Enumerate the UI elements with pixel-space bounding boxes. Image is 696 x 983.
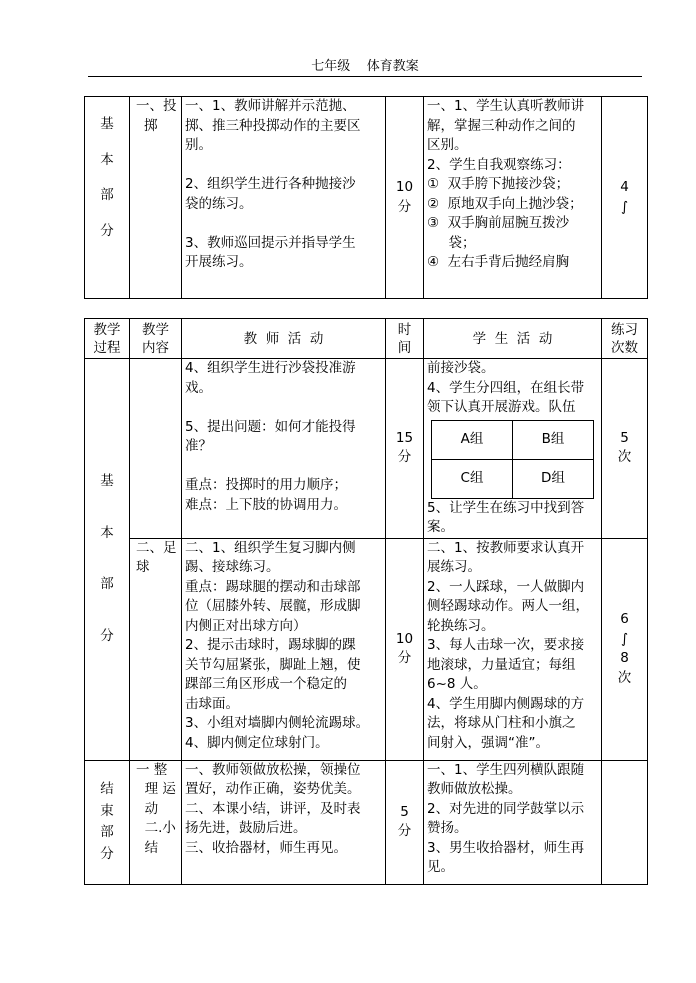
t2-row2-content-line: 球	[136, 559, 150, 575]
t2-row2-student-line: 轮换练习。	[427, 617, 495, 634]
header-time	[386, 319, 424, 359]
t2-row1-teacher-line	[185, 398, 385, 418]
t2-row2-teacher-line: 内侧正对出球方向）	[185, 617, 307, 634]
t1-count-line: ∫	[620, 198, 629, 215]
t2-row1-count-cell	[602, 359, 648, 539]
t2-row2-count-line: 6	[620, 611, 629, 627]
t2-row3-student-line: 赞扬。	[427, 820, 468, 836]
t2-row2-content-cell	[130, 538, 182, 760]
t2-row3-student-line: 2、对先进的同学鼓掌以示	[427, 800, 585, 817]
t1-section-cell	[85, 97, 130, 299]
group-cell-a: A组	[432, 420, 513, 459]
t2-row1-content-cell	[130, 359, 182, 539]
t2-row3-teacher-line: 置好，动作正确，姿势优美。	[185, 781, 361, 797]
t1-count-line: 4	[620, 179, 629, 195]
t2-end-char: 分	[100, 845, 114, 862]
t1-student-cell	[424, 97, 602, 299]
header-time-line: 时	[397, 321, 412, 338]
t2-row3-student-line: 见。	[427, 859, 454, 875]
t1-teacher-line: 别。	[185, 137, 212, 153]
group-grid	[431, 420, 594, 499]
t1-content-line: 掷	[144, 117, 158, 134]
t1-student-line: ① 双手胯下抛接沙袋；	[427, 176, 570, 192]
t2-row1-student-line: 领下认真开展游戏。队伍	[427, 399, 576, 415]
t2-row3-time-cell	[386, 760, 424, 884]
t1-teacher-line: 一、1、教师讲解并示范抛、	[185, 98, 356, 114]
t2-row3-teacher-line: 三、收拾器材，师生再见。	[185, 839, 347, 856]
t2-row1-student-cell	[424, 359, 602, 539]
header-student	[424, 319, 602, 359]
header-content-line: 内容	[142, 339, 169, 356]
t2-row1-teacher-line: 准？	[185, 438, 212, 454]
t1-time-line: 分	[397, 198, 412, 215]
t2-section-char: 基	[100, 473, 114, 490]
t2-row1-teacher-cell	[182, 359, 386, 539]
header-content-line: 教学	[142, 321, 169, 338]
t2-section-char: 分	[100, 627, 114, 644]
t2-row3-content-line: 理 运	[136, 781, 176, 797]
t2-row3-teacher-line: 二、本课小结，讲评，及时表	[185, 800, 361, 817]
t2-row2-teacher-line: 踢、接球练习。	[185, 559, 280, 575]
t1-section-char: 部	[100, 187, 114, 203]
t2-row2-content-line: 二、足	[136, 539, 177, 556]
t2-section-basic-cell	[85, 359, 130, 761]
t2-row2-student-line: 间射入，强调“准”。	[427, 734, 549, 751]
group-cell-c: C组	[432, 459, 513, 498]
group-cell-b: B组	[513, 420, 594, 459]
t1-student-line: 一、1、学生认真听教师讲	[427, 98, 585, 114]
t2-row3-teacher-line: 扬先进，鼓励后进。	[185, 820, 307, 836]
t2-row2-student-cell	[424, 538, 602, 760]
t1-content-cell	[130, 97, 182, 299]
t2-row3-student-line: 一、1、学生四列横队跟随	[427, 761, 585, 778]
t2-row2-teacher-line: 2、提示击球时，踢球脚的踝	[185, 637, 356, 653]
t2-row2-student-line: 地滚球，力量适宜；每组	[427, 656, 576, 673]
t2-row2-student-line: 2、一人踩球，一人做脚内	[427, 578, 585, 595]
t1-student-line: ④ 左右手背后抛经肩胸	[427, 254, 570, 270]
t2-row2-teacher-line: 击球面。	[185, 695, 239, 712]
header-teacher-label: 教 师 活 动	[243, 330, 324, 347]
t2-row3-count-cell	[602, 760, 648, 884]
lesson-table-2	[84, 318, 648, 885]
t1-teacher-line: 掷、推三种投掷动作的主要区	[185, 117, 361, 134]
t1-teacher-line	[185, 156, 385, 176]
t1-teacher-line: 袋的练习。	[185, 195, 253, 212]
header-count-line: 练习	[611, 321, 638, 338]
t2-row1-time-line: 分	[397, 449, 412, 466]
t2-row2-time-line: 分	[397, 650, 412, 666]
t2-row3-time-line: 5	[400, 803, 409, 820]
t2-row2-teacher-line: 重点：踢球腿的摆动和击球部	[185, 578, 361, 595]
t1-time-cell	[386, 97, 424, 299]
t1-content-line: 一、投	[136, 98, 177, 114]
t1-teacher-line: 开展练习。	[185, 254, 253, 270]
header-teacher	[182, 319, 386, 359]
header-process-line: 教学	[93, 321, 121, 338]
t1-teacher-line: 2、组织学生进行各种抛接沙	[185, 176, 356, 192]
t2-row1-student-line: 前接沙袋。	[427, 360, 495, 376]
t2-row1-student-line: 案。	[427, 519, 454, 535]
group-cell-d: D组	[513, 459, 594, 498]
t2-row2-student-line: 展练习。	[427, 559, 481, 575]
t2-end-char: 束	[100, 802, 114, 819]
t2-row2-student-line: 法，将球从门柱和小旗之	[427, 715, 576, 731]
t2-row3-content-line: 动	[136, 800, 159, 817]
t1-student-line: 解，掌握三种动作之间的	[427, 117, 576, 134]
t2-row2-teacher-cell	[182, 538, 386, 760]
t2-row1-student-line: 5、让学生在练习中找到答	[427, 499, 585, 516]
header-process-line: 过程	[93, 339, 121, 356]
t2-row2-teacher-line: 踝部三角区形成一个稳定的	[185, 676, 347, 692]
t2-row2-student-line: 二、1、按教师要求认真开	[427, 539, 585, 556]
header-student-label: 学 生 活 动	[472, 330, 553, 347]
t1-student-line: ③ 双手胸前屈腕互拨沙	[427, 215, 570, 231]
t1-student-line: ② 原地双手向上抛沙袋；	[427, 195, 583, 212]
t2-row3-content-line: 一 整	[136, 761, 168, 778]
t2-row2-student-line: 侧轻踢球动作。两人一组，	[427, 598, 589, 614]
t2-row2-count-cell	[602, 538, 648, 760]
t1-student-line: 袋；	[427, 234, 476, 251]
lesson-table-1	[84, 96, 648, 299]
t2-end-char: 部	[100, 824, 114, 840]
t2-section-char: 部	[100, 576, 114, 593]
t1-teacher-line	[185, 214, 385, 234]
t2-row1-teacher-line: 4、组织学生进行沙袋投准游	[185, 360, 356, 376]
t1-teacher-cell	[182, 97, 386, 299]
t2-row2-teacher-line: 二、1、组织学生复习脚内侧	[185, 539, 356, 556]
header-rule	[88, 76, 642, 77]
t2-row2-teacher-line: 4、脚内侧定位球射门。	[185, 734, 329, 751]
t1-section-char: 基	[100, 116, 114, 132]
t2-row1-teacher-line: 戏。	[185, 379, 212, 396]
header-content	[130, 319, 182, 359]
t2-row2-count-line: 次	[617, 669, 632, 686]
t2-row1-teacher-line: 难点：上下肢的协调用力。	[185, 496, 347, 513]
t2-row3-content-line: 结	[136, 839, 159, 856]
t2-row3-content-cell	[130, 760, 182, 884]
t2-end-char: 结	[100, 781, 114, 797]
t2-row1-time-cell	[386, 359, 424, 539]
t2-row1-student-line: 4、学生分四组，在组长带	[427, 379, 585, 396]
t2-row2-teacher-line: 位（屈膝外转、展髋，形成脚	[185, 598, 361, 614]
t2-row3-student-line: 3、男生收拾器材，师生再	[427, 839, 585, 856]
t1-teacher-line: 3、教师巡回提示并指导学生	[185, 234, 356, 251]
t2-row3-student-cell	[424, 760, 602, 884]
t2-row3-teacher-line: 一、教师领做放松操，领操位	[185, 761, 361, 778]
t2-row2-count-line: 8	[620, 650, 629, 666]
t2-row1-count-line: 次	[617, 449, 632, 466]
t2-row2-teacher-line: 关节勾屈紧张，脚趾上翘，使	[185, 656, 361, 673]
header-process	[85, 319, 130, 359]
t2-row3-content-line: 二.小	[136, 820, 176, 836]
t2-row1-teacher-line: 5、提出问题：如何才能投得	[185, 418, 356, 435]
t2-row1-count-line: 5	[620, 429, 629, 446]
header-time-line: 间	[397, 339, 412, 356]
t2-row2-teacher-line: 3、小组对墙脚内侧轮流踢球。	[185, 715, 370, 731]
t1-student-line: 区别。	[427, 137, 468, 153]
t1-section-char: 分	[100, 222, 114, 239]
t2-row2-count-line: ∫	[620, 630, 629, 647]
t2-section-char: 本	[100, 524, 114, 541]
t2-row1-teacher-line: 重点：投掷时的用力顺序；	[185, 477, 347, 493]
page-header-title: 七年级 体育教案	[311, 59, 419, 74]
header-count-line: 次数	[611, 339, 638, 356]
t2-row1-time-line: 15	[395, 429, 414, 446]
t2-row3-teacher-cell	[182, 760, 386, 884]
t2-row2-time-line: 10	[395, 630, 414, 647]
t2-row2-student-line: 3、每人击球一次，要求接	[427, 637, 585, 653]
t2-row2-student-line: 6~8 人。	[427, 676, 487, 692]
t2-section-end-cell	[85, 760, 130, 884]
t2-row2-student-line: 4、学生用脚内侧踢球的方	[427, 695, 585, 712]
t2-row1-teacher-line	[185, 457, 385, 477]
header-count	[602, 319, 648, 359]
t1-count-cell	[602, 97, 648, 299]
t2-row3-time-line: 分	[397, 823, 412, 839]
t1-section-char: 本	[100, 151, 114, 168]
t1-student-line: 2、学生自我观察练习：	[427, 156, 571, 173]
t1-time-line: 10	[395, 179, 414, 195]
t2-row3-student-line: 教师做放松操。	[427, 781, 522, 797]
t2-row2-time-cell	[386, 538, 424, 760]
